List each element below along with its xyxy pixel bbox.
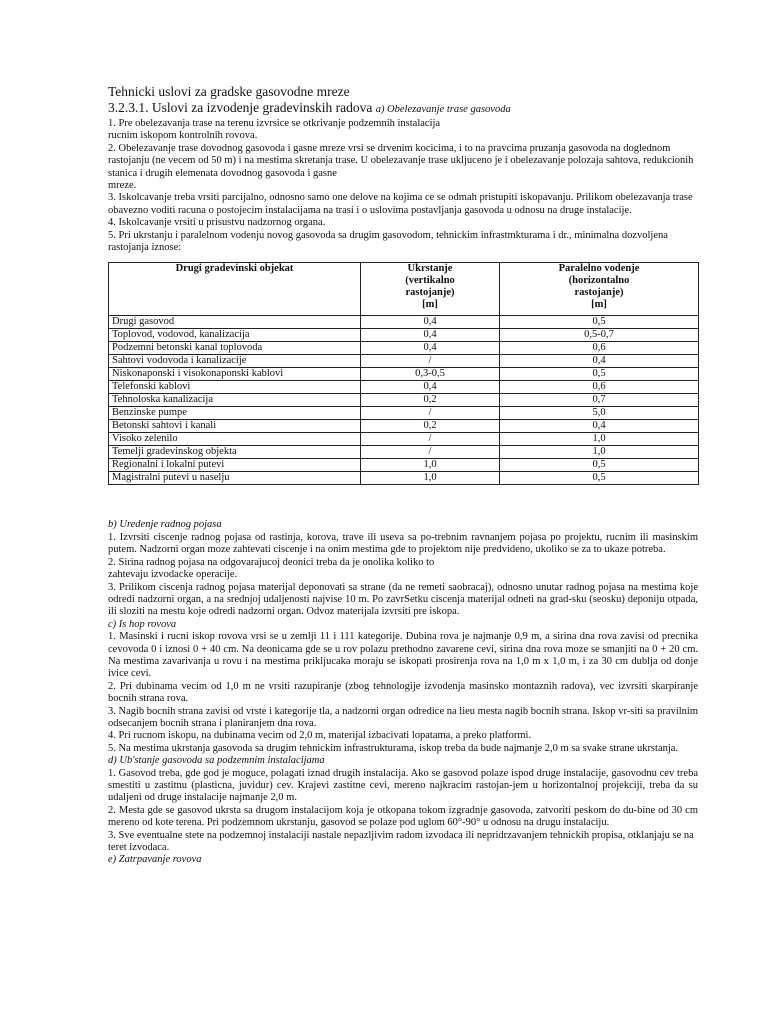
header-parallel-line: (horizontalno	[568, 275, 630, 287]
header-crossing-line: (vertikalno	[405, 275, 455, 287]
cell-object: Drugi gasovod	[109, 316, 361, 329]
cell-crossing: 1,0	[361, 459, 500, 472]
para-a1-2: rucnim iskopom kontrolnih rovova.	[108, 130, 258, 142]
header-crossing	[361, 263, 500, 316]
table-body	[109, 316, 699, 485]
para-a2-1: 2. Obelezavanje trase dovodnog gasovoda i gasne mreze vrsi se drvenim kocicima, i to na pravcima pruzanja gasovoda na doglednom rastojanju (ne vecem od 50 m) i na mestima skretanja trase. U obelezavanje trase ukljuceno je i obelezavanje polozaja sahtova, redukcionih stanica i drugih elemenata dovodnog gasovoda i gasne	[108, 142, 694, 179]
header-parallel	[500, 263, 699, 316]
section-d-title: d) Ub'stanje gasovoda sa podzemnim instalacijama	[108, 755, 325, 767]
subtitle-section-a: a) Obelezavanje trase gasovoda	[375, 104, 511, 115]
para-c1: 1. Masinski i rucni iskop rovova vrsi se u zemlji 11 i 111 kategorije. Dubina rova je najmanje 0,9 m, a sirina dna rova zavisi od precnika cevovoda 0 i iznosi 0 + 40 cm. Na deonicama gde se u rov polazu prethodno zavarene cevi, sirina dna rova moze se smanjiti na 0 + 20 cm. Na mestima zavarivanja u rovu i na mestima prikljucaka moraju se iskopati prosirenja rova na 1,0 m x 1,0 m, i za 30 cm dublja od donje ivice cevi.	[108, 631, 698, 680]
cell-crossing: 0,4	[361, 316, 500, 329]
cell-object: Betonski sahtovi i kanali	[109, 420, 361, 433]
table-row	[109, 316, 699, 329]
subtitle-number: 3.2.3.1. Uslovi za izvodenje gradevinskih radova	[108, 100, 373, 115]
document-page	[108, 84, 698, 867]
section-b-title: b) Uredenje radnog pojasa	[108, 519, 222, 531]
section-e-title: e) Zatrpavanje rovova	[108, 854, 202, 866]
header-crossing-line: Ukrstanje	[407, 263, 453, 275]
cell-object: Telefonski kablovi	[109, 381, 361, 394]
header-object-line: Drugi gradevinski objekat	[175, 263, 294, 275]
cell-parallel: 0,5-0,7	[500, 329, 699, 342]
para-d1: 1. Gasovod treba, gde god je moguce, polagati iznad drugih instalacija. Ako se gasovod polaze ispod druge instalacije, gasovodnu cev treba smestiti u zastitnu (plasticna, juvidur) cev. Krajevi zastitne cevi, mereno najkracim rastojan-jem u horizontalnoj projekciji, treba da su udaljeni od druge instalacije najmanje 2,0 m.	[108, 767, 698, 804]
cell-parallel: 5,0	[500, 407, 699, 420]
cell-crossing: 0,4	[361, 342, 500, 355]
para-b1: 1. Izvrsiti ciscenje radnog pojasa od rastinja, korova, trave ili useva sa po-trebnim ravnanjem pojasa po projektu, rucnim ili masinskim putem. Nadzorni organ moze zahtevati ciscenje i na onim mestima gde to projektom nije predvideno, ukoliko se za to ukaze potreba.	[108, 531, 698, 556]
cell-object: Regionalni i lokalni putevi	[109, 459, 361, 472]
cell-crossing: /	[361, 355, 500, 368]
table-header-row	[109, 263, 699, 316]
section-a-body	[108, 118, 698, 254]
para-c5: 5. Na mestima ukrstanja gasovoda sa drugim tehnickim infrastrukturama, iskop treba da bude najmanje 2,0 m sa svake strane ukrstanja.	[108, 742, 679, 754]
cell-parallel: 0,6	[500, 381, 699, 394]
header-crossing-line: [m]	[422, 299, 438, 311]
table-row	[109, 420, 699, 433]
section-c	[108, 619, 698, 755]
para-a2-2: mreze.	[108, 180, 137, 192]
cell-object: Podzemni betonski kanal toplovoda	[109, 342, 361, 355]
para-c4: 4. Pri rucnom iskopu, na dubinama vecim od 2,0 m, materijal izbacivati lopatama, a preko platformi.	[108, 730, 532, 742]
cell-parallel: 0,6	[500, 342, 699, 355]
header-object	[109, 263, 361, 316]
cell-crossing: /	[361, 446, 500, 459]
cell-parallel: 1,0	[500, 446, 699, 459]
section-c-title: c) Is hop rovova	[108, 618, 177, 630]
table-row	[109, 446, 699, 459]
header-parallel-line: rastojanje)	[574, 287, 624, 299]
spacer	[108, 485, 698, 519]
cell-object: Magistralni putevi u naselju	[109, 472, 361, 485]
table-row	[109, 381, 699, 394]
cell-crossing: 0,2	[361, 420, 500, 433]
section-b	[108, 519, 698, 618]
cell-object: Tehnoloska kanalizacija	[109, 394, 361, 407]
cell-object: Benzinske pumpe	[109, 407, 361, 420]
cell-crossing: /	[361, 433, 500, 446]
cell-object: Niskonaponski i visokonaponski kablovi	[109, 368, 361, 381]
header-parallel-line: [m]	[591, 299, 607, 311]
cell-object: Sahtovi vodovoda i kanalizacije	[109, 355, 361, 368]
para-d3: 3. Sve eventualne stete na podzemnoj instalaciji nastale nepazljivim radom izvodaca ili nepridrzavanjem tehnickih propisa, otklanjaju se na teret izvodaca.	[108, 829, 694, 854]
cell-crossing: 0,4	[361, 381, 500, 394]
table-row	[109, 433, 699, 446]
cell-parallel: 0,5	[500, 368, 699, 381]
table-row	[109, 368, 699, 381]
para-c3: 3. Nagib bocnih strana zavisi od vrste i kategorije tla, a nadzorni organ odredice na lieu mesta nagib bocnih strana. Iskop vr-siti sa pravilnim odsecanjem bocnih strana i planiranjem dna rova.	[108, 705, 698, 729]
section-d	[108, 755, 698, 854]
cell-object: Toplovod, vodovod, kanalizacija	[109, 329, 361, 342]
para-a3: 3. Iskolcavanje treba vrsiti parcijalno, odnosno samo one delove na kojima ce se odmah pristupiti iskopavanju. Prilikom obelezavanja trase obavezno voditi racuna o postojecim instalacijama na trasi i o uslovima postavljanja gasovoda u odnosu na druge instalacije.	[108, 192, 693, 216]
cell-parallel: 0,5	[500, 472, 699, 485]
para-a1-1: 1. Pre obelezavanja trase na terenu izvrsice se otkrivanje podzemnih instalacija	[108, 118, 441, 129]
table-row	[109, 355, 699, 368]
cell-crossing: 0,3-0,5	[361, 368, 500, 381]
table-row	[109, 342, 699, 355]
table-row	[109, 472, 699, 485]
cell-crossing: /	[361, 407, 500, 420]
cell-parallel: 0,5	[500, 459, 699, 472]
cell-parallel: 0,4	[500, 420, 699, 433]
para-b3: 3. Prilikom ciscenja radnog pojasa materijal deponovati sa strane (da ne remeti saobracaj), odnosno unutar radnog pojasa na mestima koje odredi nadzorni organ, a na srednjoj udaljenosti najvise 10 m. Po zavrSetku ciscenja materijal odneti na grad-sku (seosku) deponiju otpada, ili sloziti na mestu koje odredi nadzorni organ. Odvoz materijala izvrsiti pre iskopa.	[108, 581, 698, 618]
distance-table	[108, 262, 699, 485]
para-d2: 2. Mesta gde se gasovod ukrsta sa drugom instalacijom koja je otkopana tokom izgradnje gasovoda, zatvoriti peskom do du-bine od 30 cm mereno od kote terena. Pri podzemnom ukrstanju, gasovod se polaze pod uglom 60°-90° u odnosu na drugu instalaciju.	[108, 804, 698, 829]
cell-parallel: 0,5	[500, 316, 699, 329]
cell-object: Temelji gradevinskog objekta	[109, 446, 361, 459]
para-a5: 5. Pri ukrstanju i paralelnom vodenju novog gasovoda sa drugim gasovodom, tehnickim infrastmkturama i dr., minimalna dozvoljena rastojanja iznose:	[108, 229, 668, 254]
cell-crossing: 0,4	[361, 329, 500, 342]
table-row	[109, 329, 699, 342]
header-parallel-line: Paralelno vodenje	[558, 263, 640, 275]
para-a4: 4. Iskolcavanje vrsiti u prisustvu nadzornog organa.	[108, 217, 326, 229]
para-b2-2: zahtevaju izvodacke operacije.	[108, 569, 238, 581]
table-row	[109, 407, 699, 420]
cell-crossing: 0,2	[361, 394, 500, 407]
header-crossing-line: rastojanje)	[405, 287, 455, 299]
para-b2-1: 2. Sirina radnog pojasa na odgovarajucoj deonici treba da je onolika koliko to	[108, 556, 435, 568]
cell-crossing: 1,0	[361, 472, 500, 485]
section-e	[108, 854, 698, 866]
cell-parallel: 0,7	[500, 394, 699, 407]
document-title: Tehnicki uslovi za gradske gasovodne mreze	[108, 84, 350, 99]
cell-parallel: 1,0	[500, 433, 699, 446]
para-c2: 2. Pri dubinama vecim od 1,0 m ne vrsiti razupiranje (zbog tehnologije izvodenja masinsko montaznih radova), vec izvrsiti skarpiranje bocnih strana rova.	[108, 680, 698, 705]
cell-object: Visoko zelenilo	[109, 433, 361, 446]
cell-parallel: 0,4	[500, 355, 699, 368]
table-row	[109, 394, 699, 407]
document-subtitle	[108, 100, 698, 118]
table-row	[109, 459, 699, 472]
